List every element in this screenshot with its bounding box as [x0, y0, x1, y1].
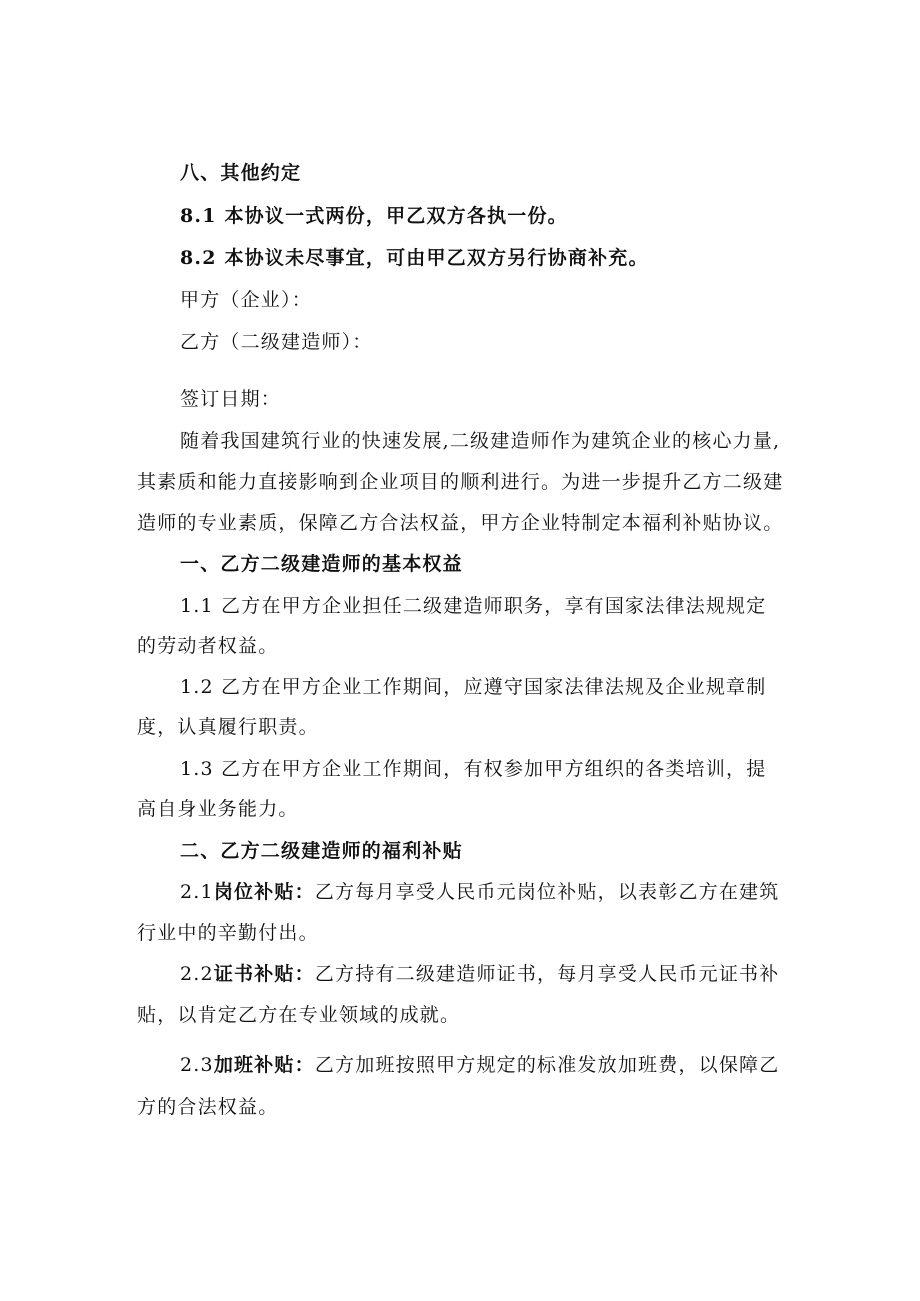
section2-item1-text: 乙方每月享受人民币元岗位补贴，以表彰乙方在建筑: [314, 881, 780, 903]
section8-item1: 8.1 本协议一式两份，甲乙双方各执一份。: [180, 205, 568, 227]
section1-item2-line2: 度，认真履行职责。: [137, 716, 319, 738]
section2-item2-line1: [180, 962, 779, 986]
section2-item1-line2: 行业中的辛勤付出。: [137, 922, 319, 944]
section1-heading: 一、乙方二级建造师的基本权益: [180, 553, 463, 575]
section2-item3-number: 2.3: [180, 1054, 214, 1076]
section1-item1-line2: 的劳动者权益。: [137, 635, 279, 657]
section2-item1-number: 2.1: [180, 881, 214, 903]
section2-item2-line2: 贴，以肯定乙方在专业领域的成就。: [137, 1004, 461, 1026]
section2-item1-line1: [180, 880, 779, 904]
section1-item2-line1: 1.2 乙方在甲方企业工作期间，应遵守国家法律法规及企业规章制: [180, 676, 767, 698]
intro-line-2: 其素质和能力直接影响到企业项目的顺利进行。为进一步提升乙方二级建: [137, 471, 784, 493]
section2-item3-text: 乙方加班按照甲方规定的标准发放加班费，以保障乙: [314, 1054, 780, 1076]
section1-item1-line1: 1.1 乙方在甲方企业担任二级建造师职务，享有国家法律法规规定: [180, 595, 767, 617]
section2-item3-label: 加班补贴：: [213, 1054, 315, 1076]
section2-item3-line1: [180, 1053, 779, 1077]
party-b-label: 乙方（二级建造师）：: [180, 331, 373, 353]
section2-heading: 二、乙方二级建造师的福利补贴: [180, 840, 463, 862]
section1-item3-line1: 1.3 乙方在甲方企业工作期间，有权参加甲方组织的各类培训，提: [180, 758, 767, 780]
section8-heading: 八、其他约定: [180, 162, 302, 184]
section2-item3-line2: 方的合法权益。: [137, 1096, 279, 1118]
section2-item1-label: 岗位补贴：: [213, 881, 315, 903]
party-a-label: 甲方（企业）：: [180, 289, 312, 311]
section8-item2: 8.2 本协议未尽事宜，可由甲乙双方另行协商补充。: [180, 247, 649, 269]
sign-date-label: 签订日期：: [180, 388, 282, 410]
intro-line-1: 随着我国建筑行业的快速发展,二级建造师作为建筑企业的核心力量,: [180, 430, 781, 452]
section1-item3-line2: 高自身业务能力。: [137, 798, 299, 820]
section2-item2-text: 乙方持有二级建造师证书，每月享受人民币元证书补: [314, 963, 780, 985]
intro-line-3: 造师的专业素质，保障乙方合法权益，甲方企业特制定本福利补贴协议。: [137, 512, 784, 534]
section2-item2-number: 2.2: [180, 963, 214, 985]
section2-item2-label: 证书补贴：: [213, 963, 315, 985]
